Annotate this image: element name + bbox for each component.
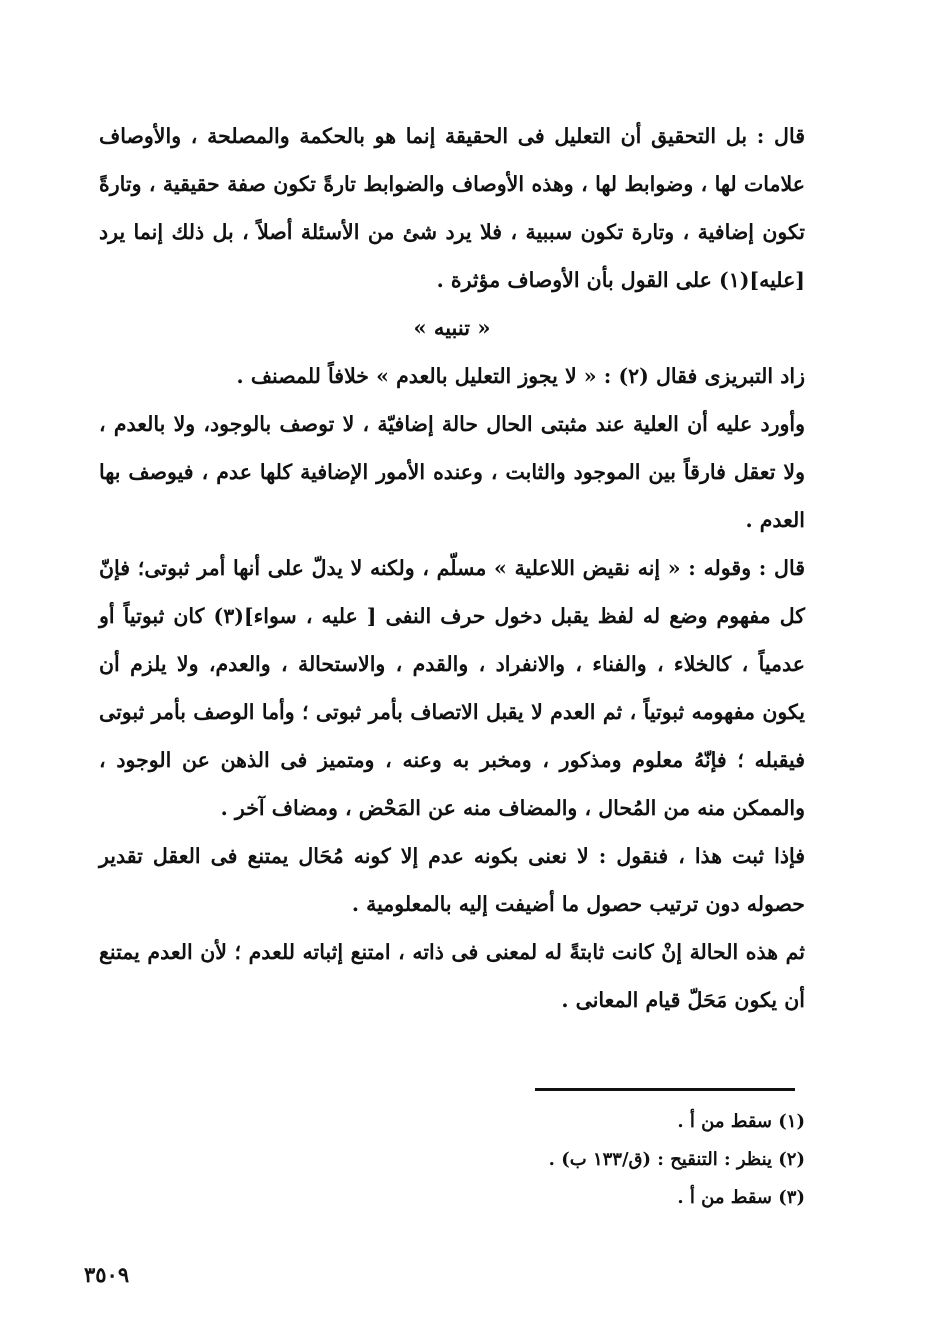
page-number: ٣٥٠٩ bbox=[84, 1262, 130, 1287]
paragraph-3: وأورد عليه أن العلية عند مثبتى الحال حالة إضافيّة ، لا توصف بالوجود، ولا بالعدم ، ولا تعقل فارقاً بين الموجود والثابت ، وعنده الأمور الإضافية كلها عدم ، فيوصف بها العدم . bbox=[99, 412, 805, 532]
paragraph-5: فإذا ثبت هذا ، فنقول : لا نعنى بكونه عدم إلا كونه مُحَال يمتنع فى العقل تقدير حصوله دون ترتيب حصول ما أضيفت إليه بالمعلومية . bbox=[99, 844, 805, 916]
paragraph-6: ثم هذه الحالة إنْ كانت ثابتةً له لمعنى فى ذاته ، امتنع إثباته للعدم ؛ لأن العدم يمتنع أن يكون مَحَلّ قيام المعانى . bbox=[99, 940, 805, 1012]
paragraph-1: قال : بل التحقيق أن التعليل فى الحقيقة إنما هو بالحكمة والمصلحة ، والأوصاف علامات لها ، وضوابط لها ، وهذه الأوصاف والضوابط تارةً تكون صفة حقيقية ، وتارةً تكون إضافية ، وتارة تكون سببية ، فلا يرد شئ من الأسئلة أصلاً ، بل ذلك إنما يرد [عليه](١) على القول بأن الأوصاف مؤثرة . bbox=[99, 124, 805, 292]
footnote-1: (١) سقط من أ . bbox=[677, 1111, 805, 1132]
section-heading: « تنبيه » bbox=[413, 315, 491, 340]
footnote-separator bbox=[535, 1088, 795, 1091]
footnote-2: (٢) ينظر : التنقيح : (ق/١٣٣ ب) . bbox=[548, 1149, 805, 1170]
footnotes bbox=[99, 1103, 805, 1217]
paragraph-2: زاد التبريزى فقال (٢) : « لا يجوز التعليل بالعدم » خلافاً للمصنف . bbox=[236, 364, 805, 388]
paragraph-4: قال : وقوله : « إنه نقيض اللاعلية » مسلّم ، ولكنه لا يدلّ على أنها أمر ثبوتى؛ فإنّ كل مفهوم وضع له لفظ يقبل دخول حرف النفى [ عليه ، سواء](٣) كان ثبوتياً أو عدمياً ، كالخلاء ، والفناء ، والانفراد ، والقدم ، والاستحالة ، والعدم، ولا يلزم أن يكون مفهومه ثبوتياً ، ثم العدم لا يقبل الاتصاف بأمر ثبوتى ؛ وأما الوصف بأمر ثبوتى فيقبله ؛ فإنّهُ معلوم ومذكور ، ومخبر به وعنه ، ومتميز فى الذهن عن الوجود ، والممكن منه من المُحال ، والمضاف منه عن المَحْض ، ومضاف آخر . bbox=[99, 556, 805, 820]
main-text bbox=[99, 112, 805, 1024]
footnote-3: (٣) سقط من أ . bbox=[677, 1187, 805, 1208]
